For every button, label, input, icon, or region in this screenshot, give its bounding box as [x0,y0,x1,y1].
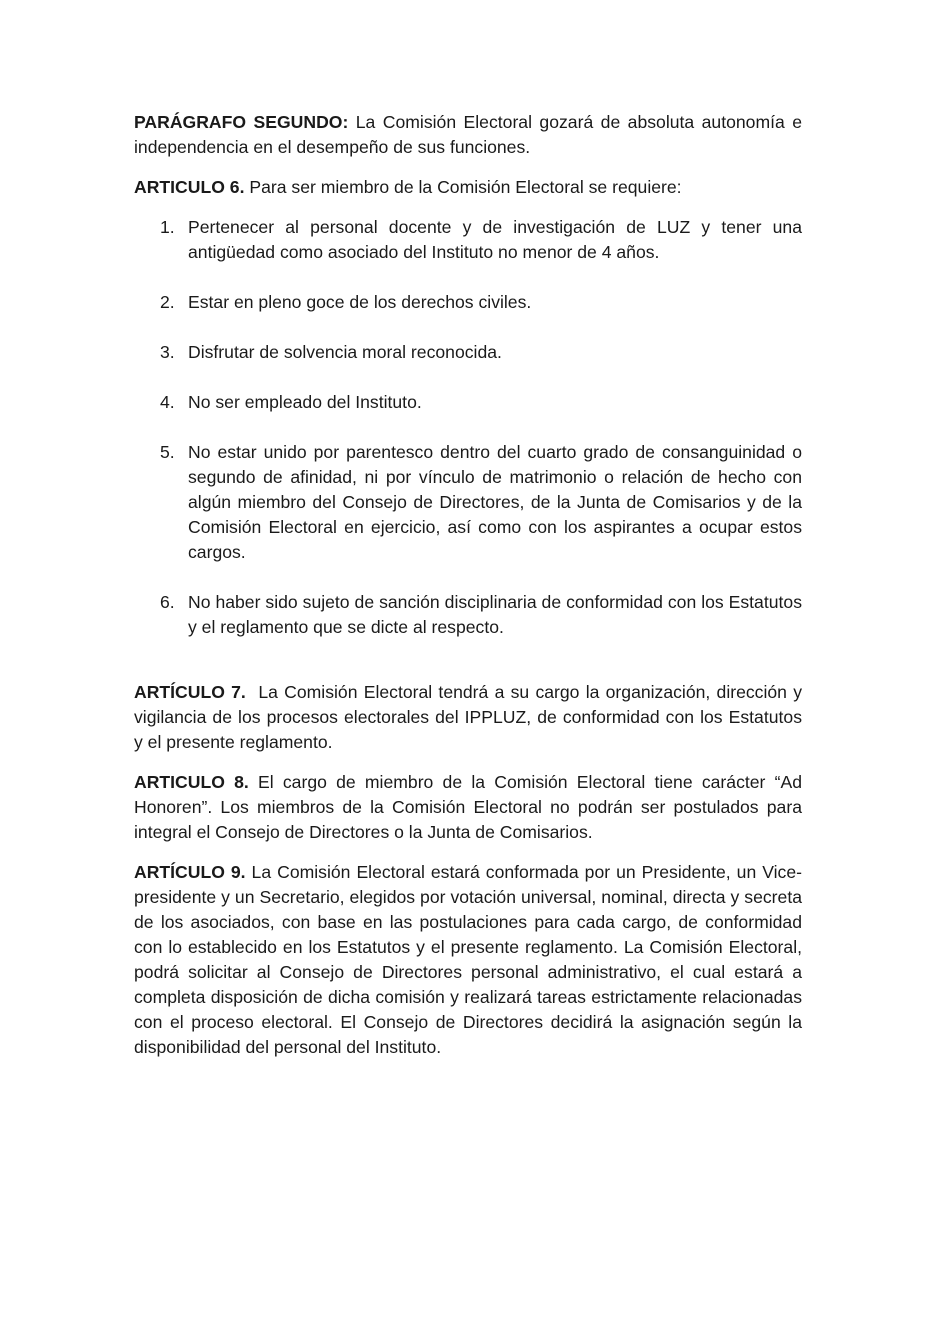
articulo-7 [134,680,807,755]
list-item-text: Estar en pleno goce de los derechos civiles. [188,292,532,312]
articulo-9 [134,860,802,1060]
articulo-9-text: La Comisión Electoral estará conformada por un Presidente, un Vice-presidente y un Secretario, elegidos por votación universal, nominal, directa y secreta de los asociados, con base en las postulaciones para cada cargo, de conformidad con lo establecido en los Estatutos y el presente reglamento. La Comisión Electoral, podrá solicitar al Consejo de Directores personal administrativo, el cual estará a completa disposición de dicha comisión y realizará tareas estrictamente relacionadas con el proceso electoral. El Consejo de Directores decidirá la asignación según la disponibilidad del personal del Instituto. [134,862,802,1057]
list-item [134,340,802,365]
document-page [134,110,807,1060]
articulo-8-heading: ARTICULO 8. [134,772,249,792]
list-item-number: 3. [160,342,175,362]
list-item [134,290,802,315]
list-item-number: 6. [160,592,175,612]
list-item-text: No haber sido sujeto de sanción disciplinaria de conformidad con los Estatutos y el reglamento que se dicte al respecto. [188,592,802,637]
list-item [134,440,802,565]
list-item-number: 5. [160,442,175,462]
requirements-list [134,215,802,640]
paragrafo-segundo-heading: PARÁGRAFO SEGUNDO: [134,112,349,132]
articulo-8-text: El cargo de miembro de la Comisión Electoral tiene carácter “Ad Honoren”. Los miembros de la Comisión Electoral no podrán ser postulados para integral el Consejo de Directores o la Junta de Comisarios. [134,772,803,842]
list-item-text: No ser empleado del Instituto. [188,392,422,412]
articulo-6 [134,175,802,200]
articulo-6-text: Para ser miembro de la Comisión Electoral se requiere: [244,177,682,197]
list-item-number: 2. [160,292,175,312]
list-item [134,215,802,265]
list-item-text: No estar unido por parentesco dentro del cuarto grado de consanguinidad o segundo de afinidad, ni por vínculo de matrimonio o relación de hecho con algún miembro del Consejo de Directores, de la Junta de Comisarios y de la Comisión Electoral en ejercicio, así como con los aspirantes a ocupar estos cargos. [188,442,802,562]
list-item-text: Pertenecer al personal docente y de investigación de LUZ y tener una antigüedad como asociado del Instituto no menor de 4 años. [188,217,802,262]
paragrafo-segundo-text: La Comisión Electoral gozará de absoluta autonomía e independencia en el desempeño de sus funciones. [134,112,802,157]
articulo-7-text: La Comisión Electoral tendrá a su cargo la organización, dirección y vigilancia de los procesos electorales del IPPLUZ, de conformidad con los Estatutos y el presente reglamento. [134,682,807,752]
list-item [134,390,802,415]
articulo-8 [134,770,802,845]
list-item [134,590,802,640]
paragrafo-segundo [134,110,802,160]
articulo-9-heading: ARTÍCULO 9. [134,862,246,882]
list-item-number: 4. [160,392,175,412]
list-item-text: Disfrutar de solvencia moral reconocida. [188,342,502,362]
list-item-number: 1. [160,217,175,237]
articulo-6-heading: ARTICULO 6. [134,177,245,197]
articulo-7-heading: ARTÍCULO 7. [134,682,246,702]
